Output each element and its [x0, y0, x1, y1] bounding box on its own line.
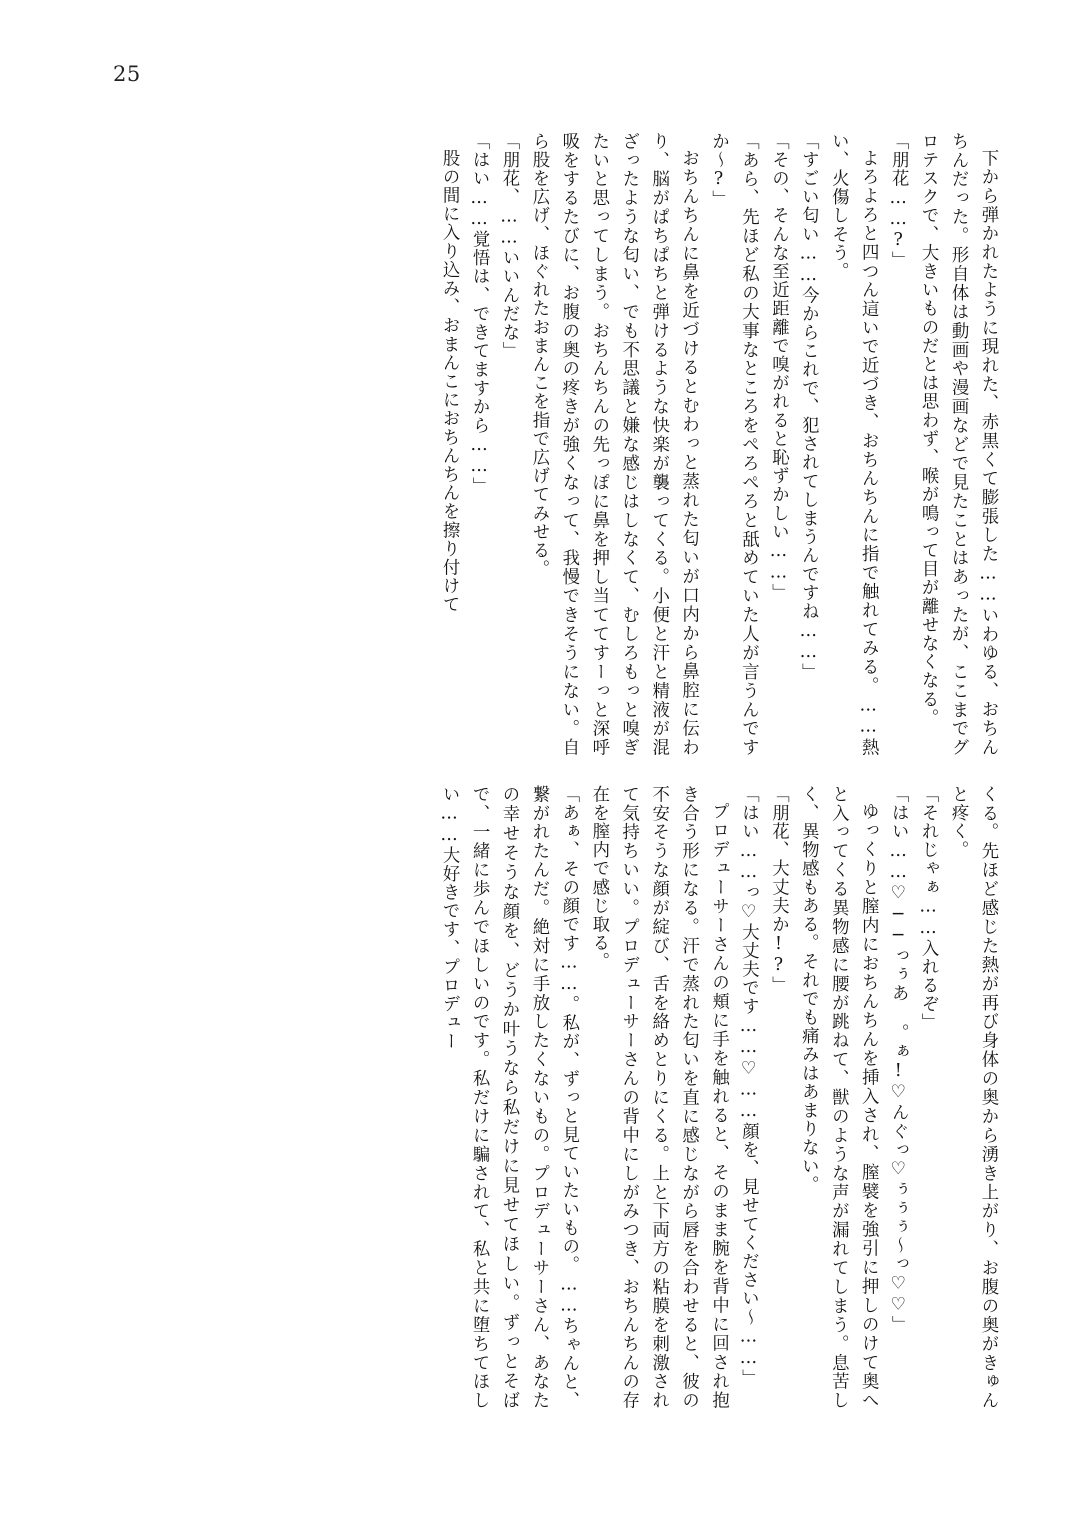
- paragraph: 「朋花、……いいんだな」: [499, 132, 519, 361]
- paragraph: おちんちんに鼻を近づけるとむわっと蒸れた匂いが口内から鼻腔に伝わり、脳がぱちぱちと弾けるような快楽が襲ってくる。小便と汗と精液が混ざったような匂い、でも不思議と嫌な感じはしなくて、むしろもっと嗅ぎたいと思ってしまう。おちんちんの先っぽに鼻を押し当ててすーっと深呼吸をするたびに、お腹の奥の疼きが強くなって、我慢できそうにない。自ら股を広げ、ほぐれたおまんこを指で広げてみせる。: [528, 132, 699, 757]
- paragraph: 「すごい匂い……今からこれで、犯されてしまうんですね……」: [798, 132, 819, 682]
- paragraph: 股の間に入り込み、おまんこにおちんちんを擦り付けて: [439, 149, 460, 615]
- paragraph: プロデューサーさんの頬に手を触れると、そのまま腕を背中に回され抱き合う形になる。汗で蒸れた匂いを直に感じながら唇を合わせると、彼の不安そうな顔が綻び、舌を絡めとりにくる。上と下両方の粘膜を刺激されて気持ちいい。プロデューサーさんの背中にしがみつき、おちんちんの存在を膣内で感じ取る。: [588, 785, 729, 1410]
- paragraph: 「あら、先ほど私の大事なところをぺろぺろと舐めていた人が言うんですか〜?」: [708, 132, 759, 757]
- paragraph: ゆっくりと膣内におちんちんを挿入され、膣襞を強引に押しのけて奥へと入ってくる異物感に腰が跳ねて、獣のような声が漏れてしまう。息苦しく、異物感もある。それでも痛みはあまりない。: [798, 785, 879, 1410]
- page-number: 25: [113, 62, 141, 86]
- paragraph: 「それじゃぁ……入れるぞ」: [918, 785, 939, 1032]
- body-text-upper: [212, 132, 1002, 757]
- body-text-lower: [212, 785, 1002, 1410]
- paragraph: 「朋花……?」: [888, 132, 909, 270]
- paragraph: 「はい……っ♡大丈夫です……♡……顔を、見せてください〜……」: [738, 785, 759, 1388]
- paragraph: 「あぁ、その顔です……。私が、ずっと見ていたいもの。……ちゃんと、繋がれたんだ。絶対に手放したくないもの。プロデューサーさん、あなたの幸せそうな顔を、どうか叶うなら私だけに見せてほしい。ずっとそばで、一緒に歩んでほしいのです。私だけに騙されて、私と共に堕ちてほしい……大好きです、プロデュー: [439, 785, 579, 1410]
- paragraph: 下から弾かれたように現れた、赤黒くて膨張した……いわゆる、おちんちんだった。形自体は動画や漫画などで見たことはあったが、ここまでグロテスクで、大きいものだとは思わず、喉が鳴って目が離せなくなる。: [918, 132, 998, 757]
- paragraph: 「朋花、大丈夫か!?」: [768, 785, 789, 995]
- paragraph: 「その、そんな至近距離で嗅がれると恥ずかしい……」: [768, 132, 789, 603]
- paragraph: よろよろと四つん這いで近づき、おちんちんに指で触れてみる。……熱い、火傷しそう。: [828, 132, 879, 757]
- paragraph: くる。先ほど感じた熱が再び身体の奥から湧き上がり、お腹の奥がきゅんと疼く。: [948, 785, 998, 1410]
- paragraph: 「はい……♡──っぅあ 。ぁ!♡んぐっ♡ぅぅぅ〜っ♡♡」: [888, 785, 909, 1335]
- paragraph: 「はい……覚悟は、できてますから……」: [469, 132, 490, 496]
